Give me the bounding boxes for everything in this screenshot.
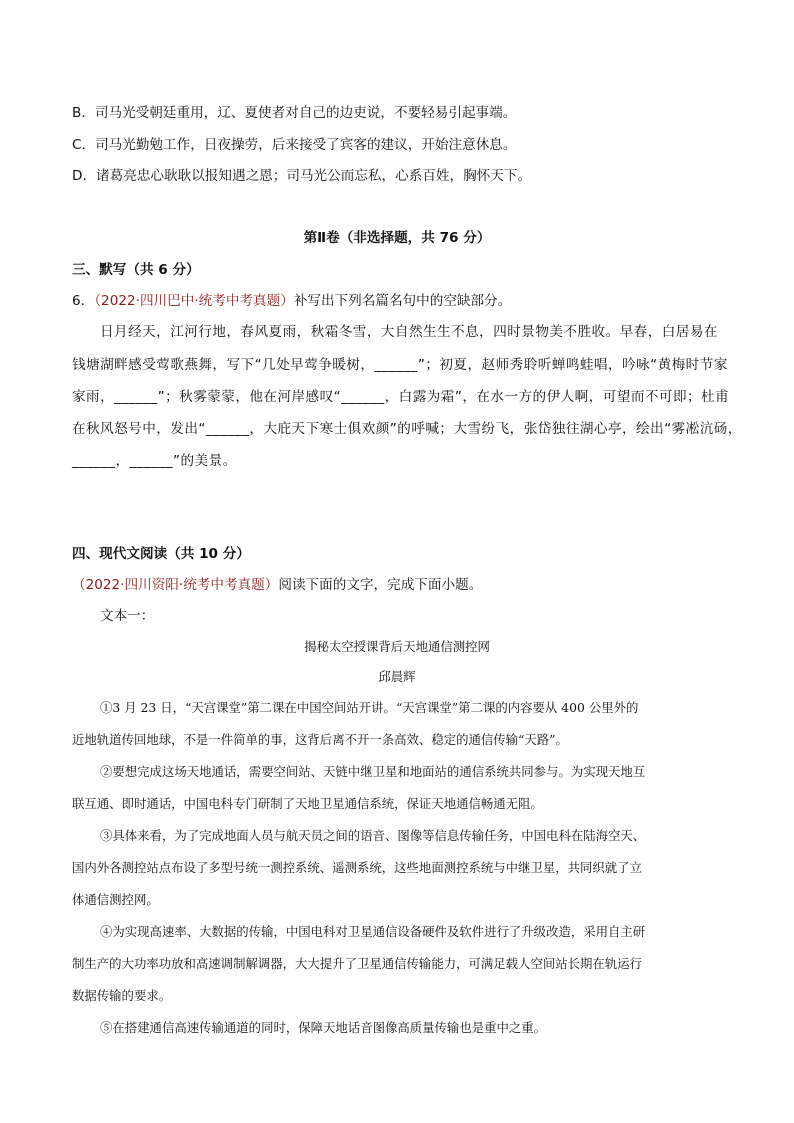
article-line: 制生产的大功率功放和高速调制解调器，大大提升了卫星通信传输能力，可满足载人空间站长期在轨运行	[72, 956, 642, 971]
reading-source: （2022·四川资阳·统考中考真题）	[72, 577, 279, 593]
article-line: ④为实现高速率、大数据的传输，中国电科对卫星通信设备硬件及软件进行了升级改造，采用自主研	[100, 924, 646, 939]
article-title: 揭秘太空授课背后天地通信测控网	[304, 639, 490, 654]
question-6-stem	[72, 292, 511, 310]
article-line: ⑤在搭建通信高速传输通道的同时，保障天地话音图像高质量传输也是重中之重。	[100, 1020, 547, 1035]
article-line: 联互通、即时通话，中国电科专门研制了天地卫星通信系统，保证天地通信畅通无阻。	[72, 796, 543, 811]
reading-intro	[72, 576, 482, 594]
dictation-paragraph-line: 钱塘湖畔感受莺歌燕舞，写下“几处早莺争暖树，______”；初夏，赵师秀聆听蝉鸣蛙唱，吟咏“黄梅时节家	[72, 357, 728, 373]
article-author: 邱晨辉	[378, 669, 416, 684]
article-line: 国内外各测控站点布设了多型号统一测控系统、遥测系统，这些地面测控系统与中继卫星，共同织就了立	[72, 860, 642, 875]
dictation-paragraph-line: 家雨，______”；秋雾蒙蒙，他在河岸感叹“______，白露为霜”，在水一方的伊人啊，可望而不可即；杜甫	[72, 389, 730, 405]
article-line: ①3 月 23 日，“天宫课堂”第二课在中国空间站开讲。“天宫课堂”第二课的内容要从 400 公里外的	[100, 700, 639, 715]
dictation-paragraph-line: ______，______”的美景。	[72, 453, 237, 469]
option-d: D．诸葛亮忠心耿耿以报知遇之恩；司马光公而忘私，心系百姓，胸怀天下。	[72, 168, 532, 184]
section3-heading: 三、默写（共 6 分）	[72, 262, 200, 278]
article-line: ③具体来看，为了完成地面人员与航天员之间的语音、图像等信息传输任务，中国电科在陆海空天、	[100, 828, 646, 843]
article-line: 数据传输的要求。	[72, 988, 172, 1003]
question-6-source: （2022·四川巴中·统考中考真题）	[94, 293, 294, 309]
article-line: 体通信测控网。	[72, 892, 159, 907]
option-b: B．司马光受朝廷重用，辽、夏使者对自己的边吏说，不要轻易引起事端。	[72, 105, 517, 121]
question-6-prompt: 补写出下列名篇名句中的空缺部分。	[293, 293, 512, 309]
text-one-label: 文本一：	[100, 608, 155, 624]
article-line: ②要想完成这场天地通话，需要空间站、天链中继卫星和地面站的通信系统共同参与。为实现天地互	[100, 764, 646, 779]
question-6-number: 6．	[72, 293, 95, 309]
dictation-paragraph-line: 日月经天，江河行地，春风夏雨，秋霜冬雪，大自然生生不息，四时景物美不胜收。早春，白居易在	[100, 324, 718, 340]
part2-title: 第Ⅱ卷（非选择题，共 76 分）	[303, 230, 491, 246]
option-c: C．司马光勤勉工作，日夜操劳，后来接受了宾客的建议，开始注意休息。	[72, 137, 517, 153]
dictation-paragraph-line: 在秋风怒号中，发出“______，大庇天下寒士俱欢颜”的呼喊；大雪纷飞，张岱独往湖心亭，绘出“雾凇沆砀，	[72, 421, 742, 437]
article-line: 近地轨道传回地球，不是一件简单的事，这背后离不开一条高效、稳定的通信传输“天路”。	[72, 732, 568, 747]
reading-prompt: 阅读下面的文字，完成下面小题。	[278, 577, 483, 593]
section4-heading: 四、现代文阅读（共 10 分）	[72, 546, 250, 562]
